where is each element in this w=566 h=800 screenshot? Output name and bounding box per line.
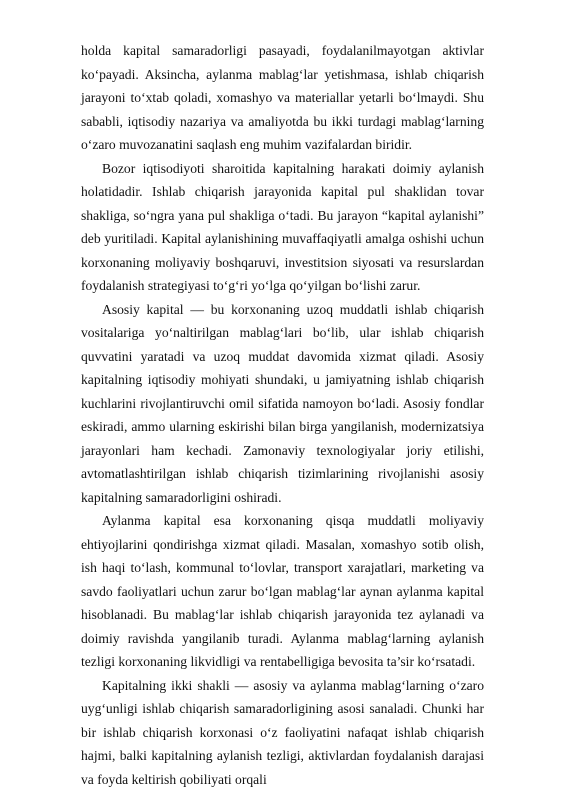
document-body [81,39,484,791]
paragraph-4: Aylanma kapital esa korxonaning qisqa muddatli moliyaviy ehtiyojlarini qondirishga xizmat qiladi. Masalan, xomashyo sotib olish, ish haqi to‘lash, kommunal to‘lovlar, transport xarajatlari, marketing va savdo faoliyatlari uchun zarur bo‘lgan mablag‘lar aynan aylanma kapital hisoblanadi. Bu mablag‘lar ishlab chiqarish jarayonida tez aylanadi va doimiy ravishda yangilanib turadi. Aylanma mablag‘larning aylanish tezligi korxonaning likvidligi va rentabelligiga bevosita ta’sir ko‘rsatadi. [81,513,484,669]
paragraph-5: Kapitalning ikki shakli — asosiy va aylanma mablag‘larning o‘zaro uyg‘unligi ishlab chiqarish samaradorligining asosi sanaladi. Chunki har bir ishlab chiqarish korxonasi o‘z faoliyatini nafaqat ishlab chiqarish hajmi, balki kapitalning aylanish tezligi, aktivlardan foydalanish darajasi va foyda keltirish qobiliyati orqali [81,677,484,787]
paragraph-3: Asosiy kapital — bu korxonaning uzoq muddatli ishlab chiqarish vositalariga yo‘naltirilgan mablag‘lari bo‘lib, ular ishlab chiqarish quvvatini yaratadi va uzoq muddat davomida xizmat qiladi. Asosiy kapitalning iqtisodiy mohiyati shundaki, u jamiyatning ishlab chiqarish kuchlarini rivojlantiruvchi omil sifatida namoyon bo‘ladi. Asosiy fondlar eskiradi, ammo ularning eskirishi bilan birga yangilanish, modernizatsiya jarayonlari ham kechadi. Zamonaviy texnologiyalar joriy etilishi, avtomatlashtirilgan ishlab chiqarish tizimlarining rivojlanishi asosiy kapitalning samaradorligini oshiradi. [81,301,484,505]
paragraph-1: holda kapital samaradorligi pasayadi, foydalanilmayotgan aktivlar ko‘payadi. Aksincha, aylanma mablag‘lar yetishmasa, ishlab chiqarish jarayoni to‘xtab qoladi, xomashyo va materiallar yetarli bo‘lmaydi. Shu sababli, iqtisodiy nazariya va amaliyotda bu ikki turdagi mablag‘larning o‘zaro muvozanatini saqlash eng muhim vazifalardan biridir. [81,43,484,152]
paragraph-2: Bozor iqtisodiyoti sharoitida kapitalning harakati doimiy aylanish holatidadir. Ishlab chiqarish jarayonida kapital pul shaklidan tovar shakliga, so‘ngra yana pul shakliga o‘tadi. Bu jarayon “kapital aylanishi” deb yuritiladi. Kapital aylanishining muvaffaqiyatli amalga oshishi uchun korxonaning moliyaviy boshqaruvi, investitsion siyosati va resurslardan foydalanish strategiyasi to‘g‘ri yo‘lga qo‘yilgan bo‘lishi zarur. [81,160,484,293]
